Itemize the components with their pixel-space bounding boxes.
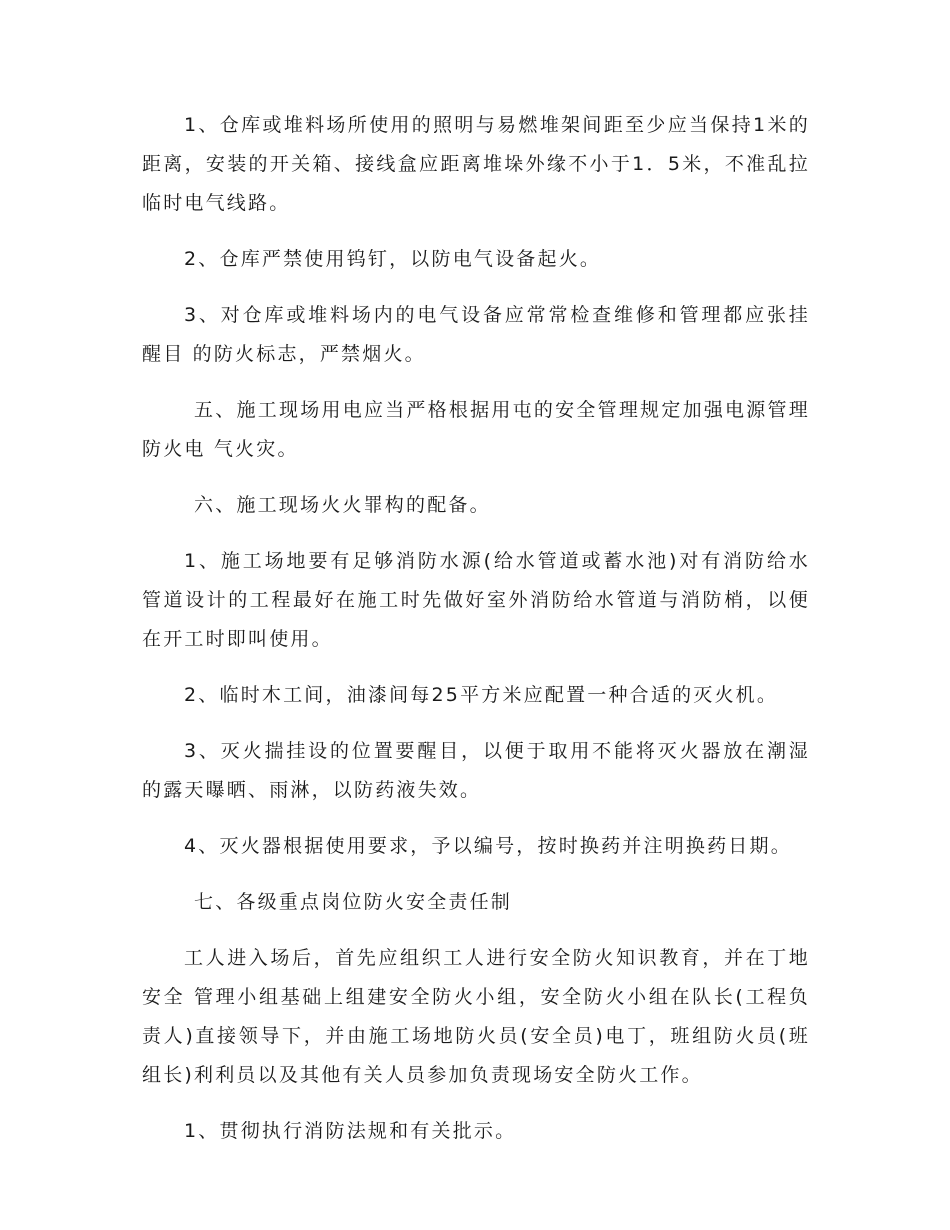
paragraph-no-nails: 2、仓库严禁使用钨钉，以防电气设备起火。 [184, 248, 602, 270]
paragraph-extinguisher-placement: 3、灭火揣挂设的位置要醒目，以便于取用不能将灭火器放在潮湿的露天曝晒、雨淋，以防药液失效。 [142, 740, 810, 801]
section-heading-five: 五、施工现场用电应当严格根据用屯的安全管理规定加强电源管理防火电 气火灾。 [142, 399, 810, 460]
section-heading-seven: 七、各级重点岗位防火安全责任制 [194, 891, 513, 913]
paragraph-water-source: 1、施工场地要有足够消防水源(给水管道或蓄水池)对有消防给水管道设计的工程最好在施工时先做好室外消防给水管道与消防梢，以便在开工时即叫使用。 [142, 550, 810, 650]
paragraph-electrical-inspection: 3、对仓库或堆料场内的电气设备应常常检查维修和管理都应张挂醒目 的防火标志，严禁烟火。 [142, 304, 810, 365]
paragraph-fire-safety-team: 工人进入场后，首先应组织工人进行安全防火知识教育，并在丁地安全 管理小组基础上组建安全防火小组，安全防火小组在队长(工程负责人)直接领导下，并由施工场地防火员(安全员)电丁，班组防火员(班组长)利利员以及其他有关人员参加负责现场安全防火工作。 [142, 947, 810, 1086]
paragraph-warehouse-lighting: 1、仓库或堆料场所使用的照明与易燃堆架间距至少应当保持1米的距离，安装的开关箱、接线盒应距离堆垛外缘不小于1．5米，不准乱拉临时电气线路。 [142, 114, 810, 214]
document-body [142, 106, 810, 1168]
paragraph-regulations: 1、贯彻执行消防法规和有关批示。 [184, 1120, 517, 1142]
paragraph-extinguisher-numbering: 4、灭火器根据使用要求，予以编号，按时换药并注明换药日期。 [184, 835, 792, 857]
section-heading-six: 六、施工现场火火罪构的配备。 [194, 494, 491, 516]
paragraph-extinguisher-allocation: 2、临时木工间，油漆间每25平方米应配置一种合适的灭火机。 [184, 684, 779, 706]
